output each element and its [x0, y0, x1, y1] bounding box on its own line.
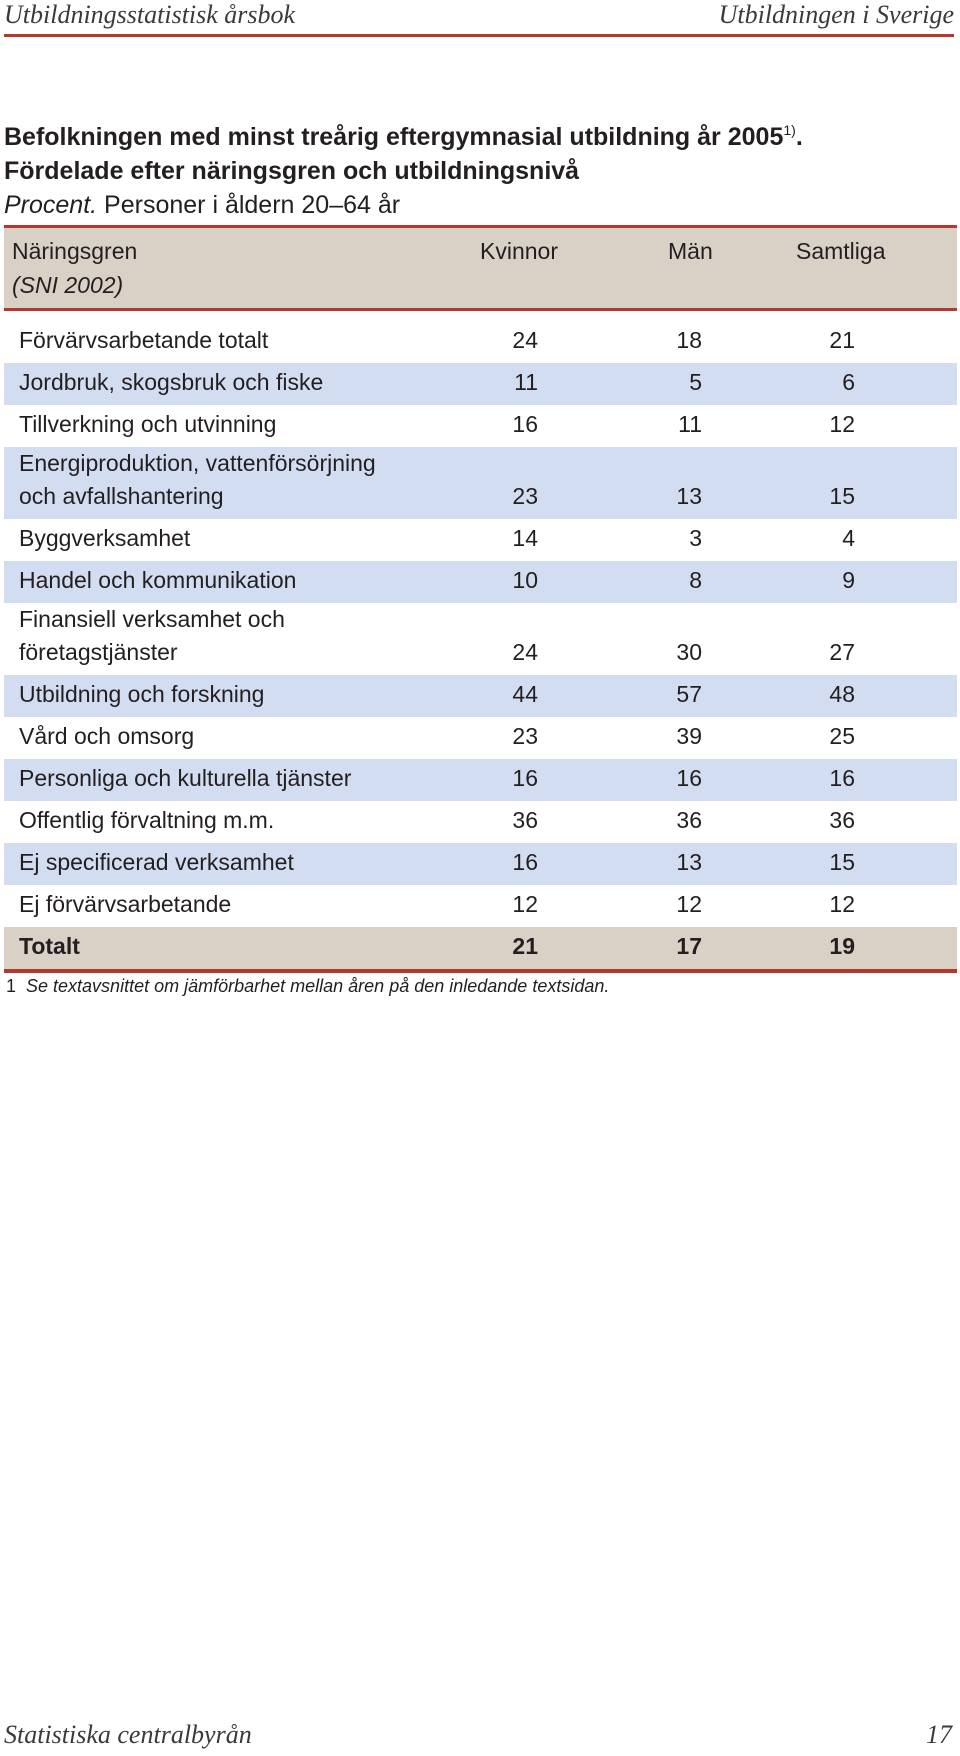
table-footnote: [6, 976, 609, 997]
column-header-industry: Näringsgren: [12, 238, 138, 264]
row-label-line: Förvärvsarbetande totalt: [19, 327, 269, 353]
table-row: [4, 843, 957, 885]
row-label-line-2: företagstjänster: [19, 639, 178, 665]
row-label: [19, 324, 439, 357]
footnote-number: 1: [6, 976, 17, 996]
cell-men: 16: [676, 765, 702, 791]
column-header-industry-code: (SNI 2002): [12, 272, 124, 298]
table-row: [4, 759, 957, 801]
table-row: [4, 561, 957, 603]
header-left: Utbildningsstatistisk årsbok: [4, 0, 296, 29]
row-label: [19, 522, 439, 555]
row-label-line: Ej specificerad verksamhet: [19, 849, 294, 875]
cell-men: 18: [676, 327, 702, 353]
cell-men: 5: [689, 369, 702, 395]
table-row: [4, 675, 957, 717]
row-label-line: Ej förvärvsarbetande: [19, 891, 232, 917]
cell-men: 36: [676, 807, 702, 833]
column-header-all: Samtliga: [796, 238, 886, 264]
cell-women: 14: [512, 525, 538, 551]
cell-all: 12: [829, 891, 855, 917]
table-row: [4, 363, 957, 405]
row-label-line: Energiproduktion, vattenförsörjning: [19, 450, 376, 476]
cell-all: 15: [829, 483, 855, 509]
row-label: [19, 888, 439, 921]
row-label-line: Byggverksamhet: [19, 525, 191, 551]
row-label-line: Finansiell verksamhet och: [19, 606, 285, 632]
cell-women: 10: [512, 567, 538, 593]
cell-men: 12: [676, 891, 702, 917]
table-header: [4, 225, 957, 311]
total-all: 19: [829, 933, 855, 959]
data-table: [4, 225, 957, 973]
row-label-line: Handel och kommunikation: [19, 567, 297, 593]
title-footnote-ref: 1): [783, 122, 796, 138]
table-row: [4, 447, 957, 519]
cell-all: 4: [842, 525, 855, 551]
cell-all: 9: [842, 567, 855, 593]
table-row: [4, 885, 957, 927]
footnote-text: Se textavsnittet om jämförbarhet mellan åren på den inledande textsidan.: [26, 976, 610, 996]
cell-women: 23: [512, 723, 538, 749]
table-row: [4, 603, 957, 675]
row-label: [19, 603, 439, 669]
row-label-line: Utbildning och forskning: [19, 681, 265, 707]
cell-all: 36: [829, 807, 855, 833]
cell-all: 25: [829, 723, 855, 749]
row-label: [19, 846, 439, 879]
total-men: 17: [676, 933, 702, 959]
table-row: [4, 717, 957, 759]
table-body: [4, 321, 957, 973]
cell-women: 16: [512, 765, 538, 791]
row-label: [19, 804, 439, 837]
cell-men: 11: [678, 411, 702, 437]
cell-men: 13: [676, 849, 702, 875]
total-women: 21: [512, 933, 538, 959]
subtitle-rest: Personer i åldern 20–64 år: [97, 191, 401, 219]
cell-women: 44: [512, 681, 538, 707]
row-label: [19, 720, 439, 753]
cell-women: 36: [512, 807, 538, 833]
cell-women: 16: [512, 411, 538, 437]
title-text-1: Befolkningen med minst treårig eftergymnasial utbildning år 2005: [4, 123, 784, 151]
running-footer: [4, 1720, 952, 1756]
cell-women: 16: [512, 849, 538, 875]
title-line-1: [4, 113, 944, 154]
cell-women: 12: [512, 891, 538, 917]
cell-all: 15: [829, 849, 855, 875]
row-label-line: Personliga och kulturella tjänster: [19, 765, 352, 791]
cell-women: 23: [512, 483, 538, 509]
row-label-line: Vård och omsorg: [19, 723, 195, 749]
cell-men: 30: [676, 639, 702, 665]
total-label: Totalt: [19, 933, 80, 959]
cell-all: 21: [829, 327, 855, 353]
row-label: [19, 408, 439, 441]
table-row: [4, 405, 957, 447]
row-label: [19, 447, 439, 513]
cell-women: 24: [512, 327, 538, 353]
cell-all: 48: [829, 681, 855, 707]
table-total-row: [4, 927, 957, 973]
footer-publisher: Statistiska centralbyrån: [4, 1720, 252, 1749]
cell-all: 6: [842, 369, 855, 395]
cell-all: 27: [829, 639, 855, 665]
column-header-women: Kvinnor: [480, 238, 558, 264]
row-label-line: Offentlig förvaltning m.m.: [19, 807, 275, 833]
row-label: [19, 762, 439, 795]
cell-all: 16: [829, 765, 855, 791]
table-subtitle: [4, 188, 944, 222]
table-row: [4, 321, 957, 363]
cell-men: 39: [676, 723, 702, 749]
row-label-line: Tillverkning och utvinning: [19, 411, 277, 437]
subtitle-italic: Procent.: [4, 191, 98, 219]
header-right: Utbildningen i Sverige: [718, 0, 954, 29]
cell-women: 11: [514, 369, 538, 395]
row-label-line: Jordbruk, skogsbruk och fiske: [19, 369, 324, 395]
column-header-men: Män: [668, 238, 713, 264]
table-row: [4, 801, 957, 843]
cell-men: 57: [676, 681, 702, 707]
page-number: 17: [926, 1720, 952, 1749]
cell-men: 13: [676, 483, 702, 509]
cell-women: 24: [512, 639, 538, 665]
table-title: [4, 113, 944, 222]
table-row: [4, 519, 957, 561]
row-label: [19, 678, 439, 711]
row-label: [19, 366, 439, 399]
row-label: [19, 564, 439, 597]
cell-all: 12: [829, 411, 855, 437]
row-label-line-2: och avfallshantering: [19, 483, 224, 509]
title-line-2: Fördelade efter näringsgren och utbildningsnivå: [4, 157, 580, 185]
cell-men: 8: [689, 567, 702, 593]
title-period: .: [795, 123, 803, 151]
running-header: [4, 0, 954, 37]
cell-men: 3: [689, 525, 702, 551]
